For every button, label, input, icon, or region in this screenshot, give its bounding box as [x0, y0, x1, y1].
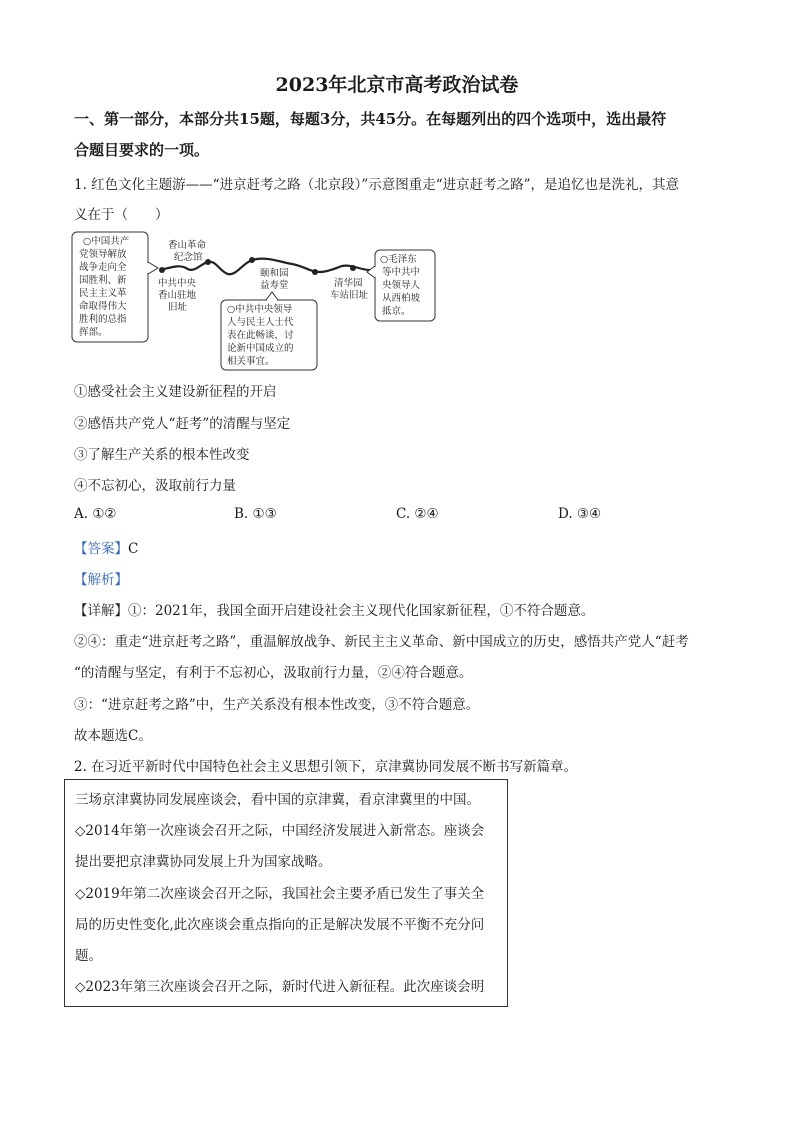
q2-box-line: 提出要把京津冀协同发展上升为国家战略。	[75, 854, 332, 870]
site-label-xiangshan-hq: 旧址	[168, 302, 188, 313]
q2-box-line: ◇2019年第二次座谈会召开之际，我国社会主要矛盾已发生了事关全	[75, 886, 485, 902]
site-label-qinghuayuan-station: 车站旧址	[330, 290, 369, 301]
section-heading-line2: 合题目要求的一项。	[74, 141, 210, 159]
middle-callout-line: ○中共中央领导	[227, 304, 293, 315]
left-callout-line: 战争走向全	[79, 262, 127, 273]
left-callout-line: 命取得伟大	[79, 301, 127, 312]
q2-box-line: 题。	[75, 948, 102, 964]
left-callout-line: 国胜利、新	[79, 275, 127, 286]
route-point	[312, 269, 318, 275]
site-label-summer-palace: 颐和园	[260, 268, 289, 279]
left-callout-line: 挥部。	[79, 327, 108, 338]
q1-stem-line2: 义在于（ ）	[74, 207, 169, 223]
q1-option-1: ①感受社会主义建设新征程的开启	[74, 384, 277, 400]
route-point	[205, 259, 211, 265]
q1-choice-a: A. ①②	[74, 506, 117, 522]
q2-box-line: 三场京津冀协同发展座谈会，看中国的京津冀，看京津冀里的中国。	[75, 792, 480, 808]
q1-detail-3: ③：“进京赶考之路”中，生产关系没有根本性改变，③不符合题意。	[74, 697, 480, 713]
q1-stem-line1: 1. 红色文化主题游——“进京赶考之路（北京段）”示意图重走“进京赶考之路”，是追忆也是洗礼，其意	[74, 177, 680, 193]
detail-tag: 【详解】	[74, 603, 128, 619]
q2-box-line: ◇2014年第一次座谈会召开之际，中国经济发展进入新常态。座谈会	[75, 823, 485, 839]
site-label-xiangshan-memorial: 香山革命	[168, 240, 207, 251]
q1-option-3: ③了解生产关系的根本性改变	[74, 447, 250, 463]
answer-tag: 【答案】	[74, 541, 128, 557]
right-callout-line: 抵京。	[382, 306, 411, 317]
q1-choice-c: C. ②④	[396, 506, 439, 522]
q1-choice-d: D. ③④	[558, 506, 602, 522]
site-label-qinghuayuan-station: 清华园	[334, 278, 363, 289]
right-callout-line: 央领导人	[382, 280, 421, 291]
left-callout-line: 胜利的总指	[79, 314, 127, 325]
detail-text-1: ①：2021年，我国全面开启建设社会主义现代化国家新征程，①不符合题意。	[128, 603, 595, 619]
q1-choice-b: B. ①③	[234, 506, 277, 522]
section-heading-line1: 一、第一部分，本部分共15题，每题3分，共45分。在每题列出的四个选项中，选出最符	[74, 110, 667, 128]
middle-callout-line: 人与民主人士代	[227, 317, 294, 328]
left-callout-line: ○中国共产	[83, 236, 130, 247]
left-callout-line: 党领导解放	[79, 249, 127, 260]
left-callout-line: 民主主义革	[79, 288, 127, 299]
q1-conclusion: 故本题选C。	[74, 728, 152, 744]
route-point	[159, 267, 165, 273]
route-point	[350, 265, 356, 271]
q1-detail-2b: “的清醒与坚定，有利于不忘初心，汲取前行力量，②④符合题意。	[74, 665, 473, 681]
site-label-summer-palace: 益寿堂	[260, 280, 289, 291]
q2-material-box	[64, 779, 508, 1007]
q2-box-line: 局的历史性变化,此次座谈会重点指向的正是解决发展不平衡不充分问	[75, 917, 485, 933]
page-title: 2023年北京市高考政治试卷	[275, 74, 519, 96]
route-point	[249, 257, 255, 263]
q1-detail-2a: ②④：重走“进京赶考之路”，重温解放战争、新民主主义革命、新中国成立的历史，感悟共产党人“赶考	[74, 634, 689, 650]
q2-stem: 2. 在习近平新时代中国特色社会主义思想引领下，京津冀协同发展不断书写新篇章。	[74, 759, 578, 775]
right-callout-line: ○毛泽东	[380, 254, 417, 265]
route-diagram	[70, 228, 440, 374]
site-label-xiangshan-hq: 香山驻地	[158, 290, 197, 301]
site-label-xiangshan-hq: 中共中央	[158, 278, 197, 289]
middle-callout-line: 论新中国成立的	[227, 343, 294, 354]
q1-detail-1	[74, 599, 594, 619]
answer-value: C	[128, 541, 139, 557]
q1-answer	[74, 537, 138, 557]
right-callout-line: 从西柏坡	[382, 293, 421, 304]
middle-callout-line: 表在此畅谈，讨	[227, 330, 294, 341]
q1-option-4: ④不忘初心，汲取前行力量	[74, 478, 236, 494]
right-callout-line: 等中共中	[382, 267, 421, 278]
middle-callout-line: 相关事宜。	[227, 356, 275, 367]
site-label-xiangshan-memorial: 纪念馆	[174, 252, 203, 263]
analysis-tag: 【解析】	[74, 572, 128, 588]
q2-box-line: ◇2023年第三次座谈会召开之际，新时代进入新征程。此次座谈会明	[75, 979, 485, 995]
q1-option-2: ②感悟共产党人“赶考”的清醒与坚定	[74, 416, 291, 432]
